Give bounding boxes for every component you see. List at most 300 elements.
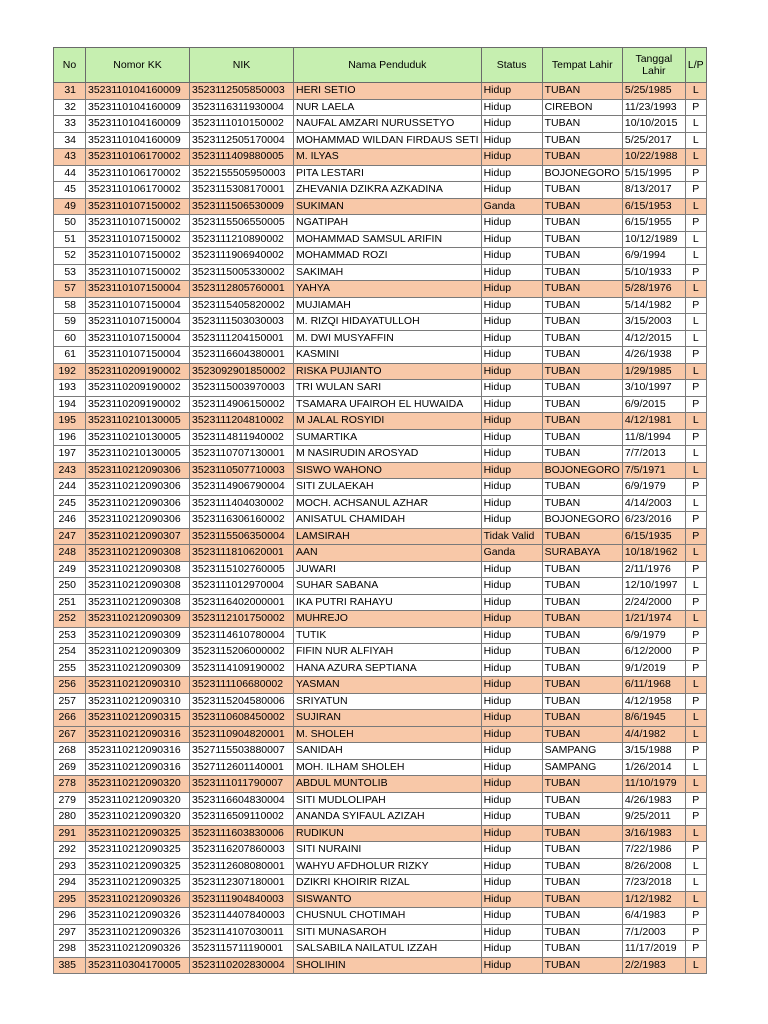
cell-status: Hidup (481, 825, 542, 842)
cell-nama-penduduk: IKA PUTRI RAHAYU (294, 594, 482, 611)
table-row (54, 627, 707, 644)
cell-tempat-lahir: TUBAN (542, 594, 622, 611)
cell-tempat-lahir: TUBAN (542, 479, 622, 496)
cell-tempat-lahir: TUBAN (542, 413, 622, 430)
cell-lp: P (685, 99, 706, 116)
cell-tanggal-lahir: 2/24/2000 (622, 594, 685, 611)
cell-nik: 3523116509110002 (190, 809, 294, 826)
cell-nik: 3523110507710003 (190, 462, 294, 479)
cell-nama-penduduk: ABDUL MUNTOLIB (294, 776, 482, 793)
cell-lp: L (685, 330, 706, 347)
cell-nik: 3523114109190002 (190, 660, 294, 677)
header-lp: L/P (685, 48, 706, 83)
cell-nama-penduduk: MOCH. ACHSANUL AZHAR (294, 495, 482, 512)
cell-nomor-kk: 3523110107150002 (86, 215, 190, 232)
table-row (54, 165, 707, 182)
cell-no: 298 (54, 941, 86, 958)
cell-status: Hidup (481, 495, 542, 512)
cell-no: 43 (54, 149, 86, 166)
table-row (54, 264, 707, 281)
cell-nik: 3523112505170004 (190, 132, 294, 149)
table-row (54, 99, 707, 116)
cell-tempat-lahir: TUBAN (542, 528, 622, 545)
cell-lp: P (685, 743, 706, 760)
cell-nama-penduduk: SANIDAH (294, 743, 482, 760)
cell-lp: L (685, 726, 706, 743)
cell-nama-penduduk: SUHAR SABANA (294, 578, 482, 595)
table-row (54, 594, 707, 611)
cell-nomor-kk: 3523110106170002 (86, 149, 190, 166)
cell-nomor-kk: 3523110212090326 (86, 941, 190, 958)
cell-nama-penduduk: KASMINI (294, 347, 482, 364)
cell-nik: 3523115506550005 (190, 215, 294, 232)
cell-tanggal-lahir: 6/15/1955 (622, 215, 685, 232)
cell-lp: L (685, 891, 706, 908)
cell-tanggal-lahir: 11/17/2019 (622, 941, 685, 958)
cell-nomor-kk: 3523110104160009 (86, 116, 190, 133)
cell-nik: 3523114407840003 (190, 908, 294, 925)
cell-nomor-kk: 3523110209190002 (86, 380, 190, 397)
table-header (54, 48, 707, 83)
cell-nik: 3523116207860003 (190, 842, 294, 859)
cell-nomor-kk: 3523110212090308 (86, 594, 190, 611)
cell-tanggal-lahir: 11/10/1979 (622, 776, 685, 793)
cell-nama-penduduk: HANA AZURA SEPTIANA (294, 660, 482, 677)
cell-tempat-lahir: TUBAN (542, 132, 622, 149)
cell-status: Ganda (481, 545, 542, 562)
cell-nik: 3523111603830006 (190, 825, 294, 842)
cell-tempat-lahir: TUBAN (542, 693, 622, 710)
cell-status: Hidup (481, 297, 542, 314)
cell-tanggal-lahir: 7/7/2013 (622, 446, 685, 463)
cell-nik: 3522155505950003 (190, 165, 294, 182)
cell-lp: L (685, 875, 706, 892)
table-row (54, 759, 707, 776)
cell-tanggal-lahir: 5/25/2017 (622, 132, 685, 149)
cell-lp: L (685, 858, 706, 875)
cell-lp: P (685, 264, 706, 281)
cell-lp: P (685, 347, 706, 364)
cell-nama-penduduk: FIFIN NUR ALFIYAH (294, 644, 482, 661)
cell-no: 251 (54, 594, 86, 611)
cell-nomor-kk: 3523110212090316 (86, 759, 190, 776)
table-row (54, 182, 707, 199)
cell-no: 278 (54, 776, 86, 793)
cell-tempat-lahir: TUBAN (542, 429, 622, 446)
cell-nomor-kk: 3523110212090316 (86, 726, 190, 743)
cell-lp: L (685, 825, 706, 842)
cell-tempat-lahir: TUBAN (542, 660, 622, 677)
cell-tanggal-lahir: 10/18/1962 (622, 545, 685, 562)
cell-status: Hidup (481, 941, 542, 958)
cell-status: Hidup (481, 759, 542, 776)
cell-tanggal-lahir: 7/22/1986 (622, 842, 685, 859)
cell-tempat-lahir: TUBAN (542, 231, 622, 248)
cell-nik: 3523115206000002 (190, 644, 294, 661)
cell-no: 254 (54, 644, 86, 661)
cell-nomor-kk: 3523110212090309 (86, 660, 190, 677)
cell-nomor-kk: 3523110212090326 (86, 908, 190, 925)
cell-nomor-kk: 3523110212090309 (86, 611, 190, 628)
cell-status: Hidup (481, 891, 542, 908)
cell-no: 256 (54, 677, 86, 694)
cell-nomor-kk: 3523110107150004 (86, 297, 190, 314)
cell-tempat-lahir: TUBAN (542, 380, 622, 397)
cell-nama-penduduk: MOHAMMAD ROZI (294, 248, 482, 265)
cell-no: 252 (54, 611, 86, 628)
cell-nomor-kk: 3523110212090309 (86, 627, 190, 644)
cell-tempat-lahir: TUBAN (542, 858, 622, 875)
cell-status: Hidup (481, 132, 542, 149)
cell-status: Hidup (481, 99, 542, 116)
cell-no: 59 (54, 314, 86, 331)
cell-no: 33 (54, 116, 86, 133)
cell-tanggal-lahir: 3/16/1983 (622, 825, 685, 842)
cell-tempat-lahir: BOJONEGORO (542, 512, 622, 529)
cell-no: 250 (54, 578, 86, 595)
cell-status: Hidup (481, 83, 542, 100)
cell-tempat-lahir: TUBAN (542, 495, 622, 512)
table-row (54, 578, 707, 595)
cell-no: 269 (54, 759, 86, 776)
cell-nik: 3523111810620001 (190, 545, 294, 562)
table-row (54, 281, 707, 298)
cell-tanggal-lahir: 4/4/1982 (622, 726, 685, 743)
cell-lp: P (685, 660, 706, 677)
cell-status: Hidup (481, 182, 542, 199)
cell-nama-penduduk: SAKIMAH (294, 264, 482, 281)
cell-tanggal-lahir: 10/22/1988 (622, 149, 685, 166)
table-row (54, 396, 707, 413)
cell-tempat-lahir: TUBAN (542, 825, 622, 842)
cell-tempat-lahir: SAMPANG (542, 759, 622, 776)
cell-nik: 3523111210890002 (190, 231, 294, 248)
cell-lp: L (685, 132, 706, 149)
cell-no: 57 (54, 281, 86, 298)
cell-nomor-kk: 3523110212090320 (86, 776, 190, 793)
cell-lp: P (685, 215, 706, 232)
cell-no: 295 (54, 891, 86, 908)
table-row (54, 512, 707, 529)
cell-lp: L (685, 198, 706, 215)
cell-nik: 3523092901850002 (190, 363, 294, 380)
table-row (54, 149, 707, 166)
cell-status: Hidup (481, 594, 542, 611)
cell-nik: 3523111904840003 (190, 891, 294, 908)
cell-status: Hidup (481, 380, 542, 397)
table-row (54, 446, 707, 463)
cell-status: Hidup (481, 924, 542, 941)
cell-lp: P (685, 182, 706, 199)
cell-nama-penduduk: NAUFAL AMZARI NURUSSETYO (294, 116, 482, 133)
table-row (54, 363, 707, 380)
table-row (54, 710, 707, 727)
table-row (54, 248, 707, 265)
cell-nama-penduduk: M JALAL ROSYIDI (294, 413, 482, 430)
cell-tempat-lahir: TUBAN (542, 330, 622, 347)
cell-status: Hidup (481, 215, 542, 232)
cell-nomor-kk: 3523110107150004 (86, 281, 190, 298)
cell-status: Hidup (481, 116, 542, 133)
cell-tanggal-lahir: 6/9/2015 (622, 396, 685, 413)
cell-lp: L (685, 248, 706, 265)
header-nama-penduduk: Nama Penduduk (294, 48, 482, 83)
cell-nik: 3523110707130001 (190, 446, 294, 463)
cell-nik: 3523115003970003 (190, 380, 294, 397)
cell-nomor-kk: 3523110210130005 (86, 413, 190, 430)
cell-status: Hidup (481, 429, 542, 446)
cell-status: Hidup (481, 330, 542, 347)
cell-lp: P (685, 561, 706, 578)
cell-nik: 3523114811940002 (190, 429, 294, 446)
cell-lp: L (685, 677, 706, 694)
cell-lp: L (685, 116, 706, 133)
cell-nama-penduduk: MUHREJO (294, 611, 482, 628)
table-row (54, 693, 707, 710)
cell-status: Hidup (481, 611, 542, 628)
cell-nik: 3523112805760001 (190, 281, 294, 298)
cell-nomor-kk: 3523110106170002 (86, 182, 190, 199)
cell-tempat-lahir: TUBAN (542, 792, 622, 809)
cell-tempat-lahir: TUBAN (542, 726, 622, 743)
cell-tempat-lahir: TUBAN (542, 561, 622, 578)
table-row (54, 875, 707, 892)
cell-nomor-kk: 3523110212090310 (86, 693, 190, 710)
cell-lp: P (685, 512, 706, 529)
cell-no: 45 (54, 182, 86, 199)
cell-no: 279 (54, 792, 86, 809)
cell-nik: 3523111409880005 (190, 149, 294, 166)
cell-lp: P (685, 908, 706, 925)
cell-nama-penduduk: SUJIRAN (294, 710, 482, 727)
cell-lp: L (685, 759, 706, 776)
cell-tempat-lahir: TUBAN (542, 215, 622, 232)
cell-nik: 3523116306160002 (190, 512, 294, 529)
cell-nomor-kk: 3523110209190002 (86, 396, 190, 413)
table-row (54, 792, 707, 809)
cell-nama-penduduk: RISKA PUJIANTO (294, 363, 482, 380)
cell-tempat-lahir: TUBAN (542, 677, 622, 694)
cell-lp: L (685, 495, 706, 512)
cell-no: 385 (54, 957, 86, 974)
cell-lp: L (685, 363, 706, 380)
cell-tanggal-lahir: 7/5/1971 (622, 462, 685, 479)
table-row (54, 83, 707, 100)
cell-tanggal-lahir: 3/10/1997 (622, 380, 685, 397)
cell-nik: 3523111906940002 (190, 248, 294, 265)
cell-tanggal-lahir: 4/26/1983 (622, 792, 685, 809)
cell-lp: L (685, 462, 706, 479)
cell-status: Hidup (481, 512, 542, 529)
cell-lp: L (685, 545, 706, 562)
cell-nomor-kk: 3523110104160009 (86, 99, 190, 116)
cell-tanggal-lahir: 5/25/1985 (622, 83, 685, 100)
cell-nomor-kk: 3523110212090308 (86, 578, 190, 595)
cell-nik: 3523111010150002 (190, 116, 294, 133)
cell-nik: 3523111204150001 (190, 330, 294, 347)
header-tempat-lahir: Tempat Lahir (542, 48, 622, 83)
cell-nama-penduduk: NUR LAELA (294, 99, 482, 116)
cell-no: 58 (54, 297, 86, 314)
cell-status: Hidup (481, 578, 542, 595)
cell-no: 197 (54, 446, 86, 463)
cell-tanggal-lahir: 4/12/1981 (622, 413, 685, 430)
table-row (54, 660, 707, 677)
cell-nomor-kk: 3523110212090325 (86, 875, 190, 892)
cell-no: 297 (54, 924, 86, 941)
cell-nomor-kk: 3523110107150004 (86, 347, 190, 364)
cell-nomor-kk: 3523110212090326 (86, 891, 190, 908)
cell-nama-penduduk: MUJIAMAH (294, 297, 482, 314)
cell-nama-penduduk: SITI MUDLOLIPAH (294, 792, 482, 809)
cell-nama-penduduk: MOHAMMAD WILDAN FIRDAUS SETI (294, 132, 482, 149)
cell-status: Hidup (481, 710, 542, 727)
cell-nomor-kk: 3523110212090320 (86, 809, 190, 826)
cell-nik: 3527112601140001 (190, 759, 294, 776)
cell-status: Hidup (481, 264, 542, 281)
cell-tanggal-lahir: 1/12/1982 (622, 891, 685, 908)
table-row (54, 479, 707, 496)
cell-no: 294 (54, 875, 86, 892)
cell-status: Ganda (481, 198, 542, 215)
cell-nik: 3523114610780004 (190, 627, 294, 644)
cell-tempat-lahir: SURABAYA (542, 545, 622, 562)
cell-nik: 3523111012970004 (190, 578, 294, 595)
cell-nama-penduduk: NGATIPAH (294, 215, 482, 232)
cell-nama-penduduk: WAHYU AFDHOLUR RIZKY (294, 858, 482, 875)
population-table (53, 47, 707, 974)
cell-no: 193 (54, 380, 86, 397)
cell-nama-penduduk: MOH. ILHAM SHOLEH (294, 759, 482, 776)
cell-status: Tidak Valid (481, 528, 542, 545)
cell-lp: L (685, 314, 706, 331)
table-row (54, 380, 707, 397)
table-row (54, 891, 707, 908)
cell-nik: 3523111503030003 (190, 314, 294, 331)
cell-no: 291 (54, 825, 86, 842)
cell-tanggal-lahir: 6/12/2000 (622, 644, 685, 661)
cell-nama-penduduk: DZIKRI KHOIRIR RIZAL (294, 875, 482, 892)
cell-nama-penduduk: TUTIK (294, 627, 482, 644)
cell-no: 268 (54, 743, 86, 760)
cell-no: 255 (54, 660, 86, 677)
table-body (54, 83, 707, 974)
cell-nomor-kk: 3523110212090325 (86, 858, 190, 875)
cell-nama-penduduk: SISWANTO (294, 891, 482, 908)
table-row (54, 677, 707, 694)
cell-no: 245 (54, 495, 86, 512)
cell-nama-penduduk: CHUSNUL CHOTIMAH (294, 908, 482, 925)
cell-status: Hidup (481, 875, 542, 892)
cell-status: Hidup (481, 842, 542, 859)
cell-nomor-kk: 3523110107150002 (86, 264, 190, 281)
cell-tanggal-lahir: 4/12/1958 (622, 693, 685, 710)
cell-nik: 3523111204810002 (190, 413, 294, 430)
cell-nama-penduduk: SITI ZULAEKAH (294, 479, 482, 496)
cell-tempat-lahir: TUBAN (542, 396, 622, 413)
cell-lp: P (685, 644, 706, 661)
cell-nik: 3523115204580006 (190, 693, 294, 710)
cell-nomor-kk: 3523110304170005 (86, 957, 190, 974)
cell-no: 53 (54, 264, 86, 281)
table-row (54, 941, 707, 958)
cell-no: 292 (54, 842, 86, 859)
cell-tanggal-lahir: 4/14/2003 (622, 495, 685, 512)
cell-tempat-lahir: TUBAN (542, 264, 622, 281)
cell-no: 243 (54, 462, 86, 479)
cell-nik: 3523115711190001 (190, 941, 294, 958)
table-row (54, 924, 707, 941)
cell-nik: 3523112101750002 (190, 611, 294, 628)
cell-nomor-kk: 3523110212090308 (86, 561, 190, 578)
cell-tanggal-lahir: 8/6/1945 (622, 710, 685, 727)
cell-lp: P (685, 792, 706, 809)
cell-nomor-kk: 3523110210130005 (86, 429, 190, 446)
cell-lp: L (685, 231, 706, 248)
cell-lp: L (685, 957, 706, 974)
cell-tempat-lahir: TUBAN (542, 182, 622, 199)
cell-tanggal-lahir: 7/1/2003 (622, 924, 685, 941)
cell-status: Hidup (481, 693, 542, 710)
cell-tanggal-lahir: 3/15/1988 (622, 743, 685, 760)
cell-tempat-lahir: TUBAN (542, 281, 622, 298)
cell-no: 31 (54, 83, 86, 100)
cell-no: 266 (54, 710, 86, 727)
table-row (54, 644, 707, 661)
cell-nomor-kk: 3523110212090306 (86, 479, 190, 496)
cell-status: Hidup (481, 677, 542, 694)
cell-status: Hidup (481, 396, 542, 413)
cell-nama-penduduk: SITI MUNASAROH (294, 924, 482, 941)
table-row (54, 842, 707, 859)
cell-lp: P (685, 809, 706, 826)
cell-status: Hidup (481, 660, 542, 677)
cell-nama-penduduk: M NASIRUDIN AROSYAD (294, 446, 482, 463)
cell-tempat-lahir: TUBAN (542, 875, 622, 892)
cell-no: 248 (54, 545, 86, 562)
cell-nama-penduduk: SRIYATUN (294, 693, 482, 710)
cell-nama-penduduk: YASMAN (294, 677, 482, 694)
cell-nomor-kk: 3523110107150002 (86, 198, 190, 215)
cell-nik: 3523115005330002 (190, 264, 294, 281)
cell-status: Hidup (481, 743, 542, 760)
cell-no: 296 (54, 908, 86, 925)
table-row (54, 231, 707, 248)
cell-nama-penduduk: M. DWI MUSYAFFIN (294, 330, 482, 347)
cell-nik: 3523115308170001 (190, 182, 294, 199)
cell-no: 293 (54, 858, 86, 875)
table-row (54, 347, 707, 364)
cell-lp: L (685, 413, 706, 430)
cell-lp: P (685, 396, 706, 413)
cell-no: 257 (54, 693, 86, 710)
cell-no: 44 (54, 165, 86, 182)
cell-nomor-kk: 3523110212090309 (86, 644, 190, 661)
cell-no: 34 (54, 132, 86, 149)
cell-nomor-kk: 3523110212090320 (86, 792, 190, 809)
cell-tempat-lahir: TUBAN (542, 116, 622, 133)
cell-status: Hidup (481, 347, 542, 364)
cell-no: 50 (54, 215, 86, 232)
cell-tanggal-lahir: 10/10/2015 (622, 116, 685, 133)
cell-status: Hidup (481, 446, 542, 463)
cell-nama-penduduk: SHOLIHIN (294, 957, 482, 974)
cell-tanggal-lahir: 4/12/2015 (622, 330, 685, 347)
cell-nomor-kk: 3523110212090325 (86, 842, 190, 859)
cell-status: Hidup (481, 809, 542, 826)
cell-nama-penduduk: SALSABILA NAILATUL IZZAH (294, 941, 482, 958)
table-row (54, 215, 707, 232)
